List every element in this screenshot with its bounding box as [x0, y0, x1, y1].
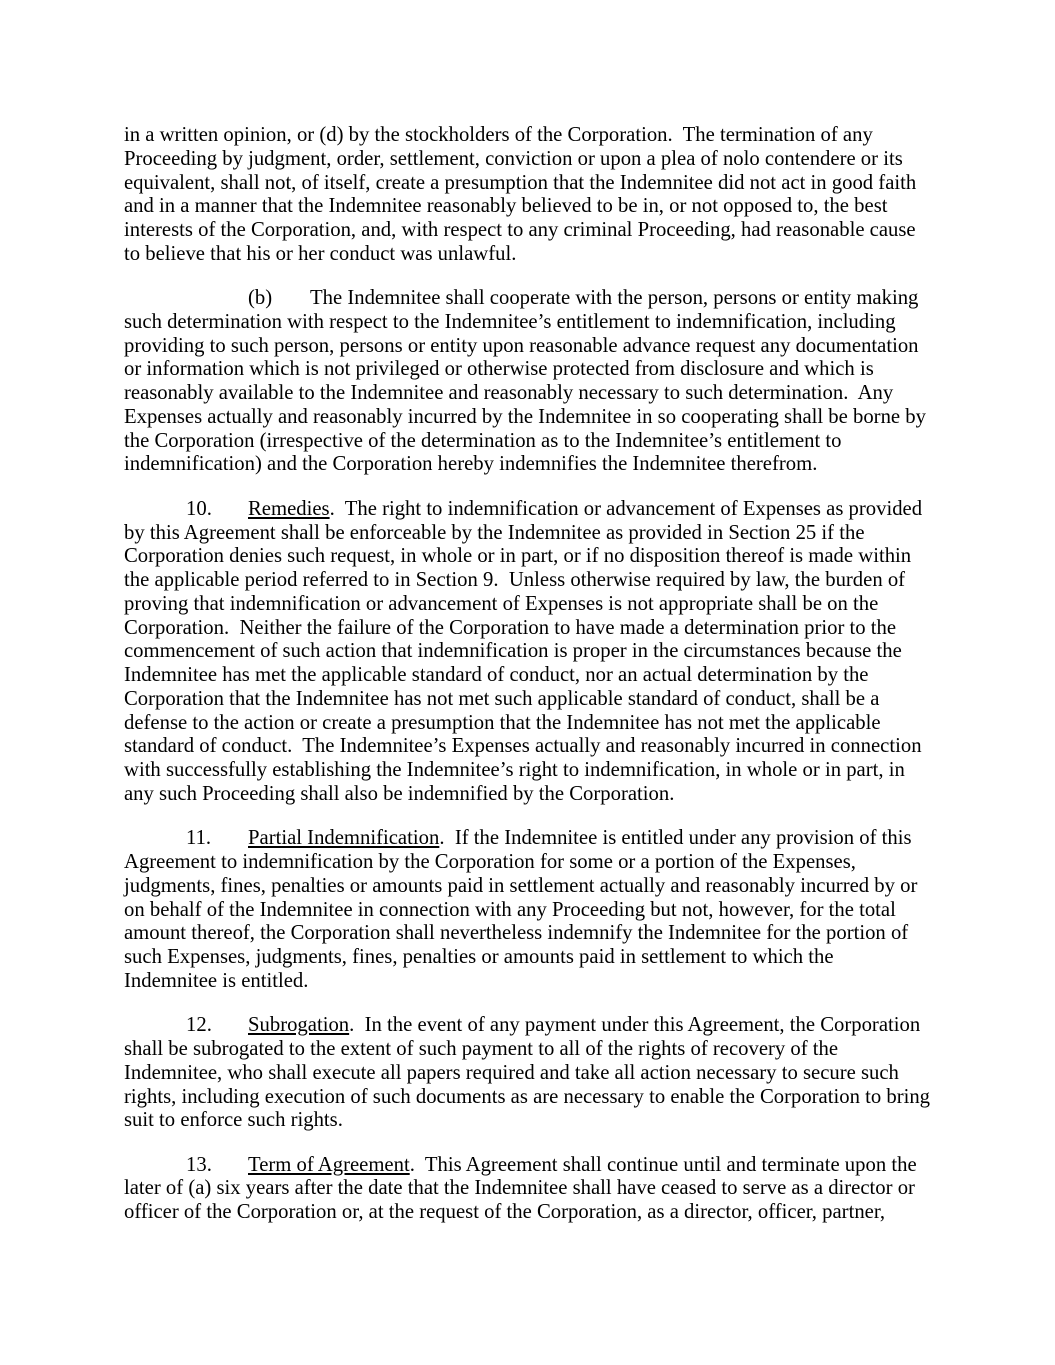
- text-line: to believe that his or her conduct was unlawful.: [124, 242, 517, 265]
- text-line: the applicable period referred to in Section 9. Unless otherwise required by law, the burden of: [124, 569, 906, 592]
- text-line: suit to enforce such rights.: [124, 1109, 343, 1132]
- section-number: 13.: [186, 1153, 212, 1176]
- text-line: equivalent, shall not, of itself, create a presumption that the Indemnitee did not act in good faith: [124, 171, 917, 194]
- text-line: [124, 1154, 954, 1178]
- section-heading: Partial Indemnification: [248, 827, 440, 850]
- text-line: reasonably available to the Indemnitee and reasonably necessary to such determination. Any: [124, 382, 894, 405]
- text-line: Indemnitee has met the applicable standard of conduct, nor an actual determination by the: [124, 664, 869, 687]
- text-line: commencement of such action that indemnification is proper in the circumstances because the: [124, 640, 902, 663]
- text-line: such determination with respect to the Indemnitee’s entitlement to indemnification, including: [124, 310, 896, 333]
- text-line: Proceeding by judgment, order, settlement, conviction or upon a plea of nolo contendere or its: [124, 147, 903, 170]
- text-run: . The right to indemnification or advancement of Expenses as provided: [329, 497, 923, 520]
- text-line: the Corporation (irrespective of the determination as to the Indemnitee’s entitlement to: [124, 429, 842, 452]
- section-number: 11.: [186, 827, 212, 850]
- section-number: 12.: [186, 1014, 212, 1037]
- text-run: . In the event of any payment under this Agreement, the Corporation: [349, 1014, 921, 1037]
- text-line: providing to such person, persons or entity upon reasonable advance request any documentation: [124, 334, 919, 357]
- text-line: Corporation. Neither the failure of the Corporation to have made a determination prior to the: [124, 616, 897, 639]
- text-line: with successfully establishing the Indemnitee’s right to indemnification, in whole or in part, in: [124, 759, 905, 782]
- section-11-partial-indemnification: [124, 827, 954, 993]
- text-line: standard of conduct. The Indemnitee’s Expenses actually and reasonably incurred in connection: [124, 735, 922, 758]
- text-line: amount thereof, the Corporation shall nevertheless indemnify the Indemnitee for the portion of: [124, 922, 909, 945]
- section-heading: Term of Agreement: [248, 1153, 410, 1176]
- text-line: Indemnitee is entitled.: [124, 969, 309, 992]
- text-line: shall be subrogated to the extent of such payment to all of the rights of recovery of the: [124, 1038, 839, 1060]
- text-line: defense to the action or create a presumption that the Indemnitee has not met the applicable: [124, 711, 881, 734]
- paragraph-b: [124, 287, 954, 477]
- section-heading: Remedies: [248, 497, 330, 520]
- text-line: Corporation that the Indemnitee has not met such applicable standard of conduct, shall be a: [124, 687, 880, 710]
- text-line: interests of the Corporation, and, with respect to any criminal Proceeding, had reasonable cause: [124, 219, 916, 241]
- text-line: by this Agreement shall be enforceable by the Indemnitee as provided in Section 25 if the: [124, 521, 865, 544]
- text-line: Corporation denies such request, in whole or in part, or if no disposition thereof is made within: [124, 545, 912, 568]
- text-line: and in a manner that the Indemnitee reasonably believed to be in, or not opposed to, the best: [124, 195, 888, 218]
- text-line: [124, 1014, 954, 1038]
- text-run: . This Agreement shall continue until and terminate upon the: [409, 1153, 917, 1176]
- text-line: rights, including execution of such documents as are necessary to enable the Corporation to bring: [124, 1085, 931, 1108]
- text-line: [124, 827, 954, 851]
- text-line: proving that indemnification or advancement of Expenses is not appropriate shall be on the: [124, 592, 879, 615]
- text-line: officer of the Corporation or, at the request of the Corporation, as a director, officer, partner,: [124, 1201, 886, 1224]
- section-number: 10.: [186, 497, 212, 520]
- text-line: in a written opinion, or (d) by the stockholders of the Corporation. The termination of any: [124, 124, 873, 146]
- document-body: [124, 124, 954, 1246]
- text-line: indemnification) and the Corporation hereby indemnifies the Indemnitee therefrom.: [124, 453, 818, 476]
- section-heading: Subrogation: [248, 1014, 350, 1037]
- section-12-subrogation: [124, 1014, 954, 1133]
- text-line: any such Proceeding shall also be indemnified by the Corporation.: [124, 782, 675, 805]
- text-line: Agreement to indemnification by the Corporation for some or a portion of the Expenses,: [124, 851, 856, 874]
- text-run: The Indemnitee shall cooperate with the person, persons or entity making: [310, 287, 919, 310]
- text-line: [124, 498, 954, 522]
- text-line: judgments, fines, penalties or amounts paid in settlement actually and reasonably incurred by or: [124, 874, 918, 897]
- subsection-number: (b): [248, 287, 273, 310]
- text-line: Expenses actually and reasonably incurred by the Indemnitee in so cooperating shall be borne by: [124, 405, 926, 428]
- text-line: such Expenses, judgments, fines, penalties or amounts paid in settlement to which the: [124, 946, 834, 969]
- text-line: or information which is not privileged or otherwise protected from disclosure and which is: [124, 358, 874, 381]
- section-13-term-of-agreement: [124, 1154, 954, 1225]
- text-run: . If the Indemnitee is entitled under any provision of this: [439, 827, 912, 850]
- section-10-remedies: [124, 498, 954, 807]
- text-line: later of (a) six years after the date that the Indemnitee shall have ceased to serve as a director or: [124, 1177, 915, 1200]
- text-line: [124, 287, 954, 311]
- text-line: on behalf of the Indemnitee in connection with any Proceeding but not, however, for the total: [124, 898, 896, 921]
- paragraph-continuation: [124, 124, 954, 267]
- text-line: Indemnitee, who shall execute all papers required and take all action necessary to secure such: [124, 1061, 899, 1084]
